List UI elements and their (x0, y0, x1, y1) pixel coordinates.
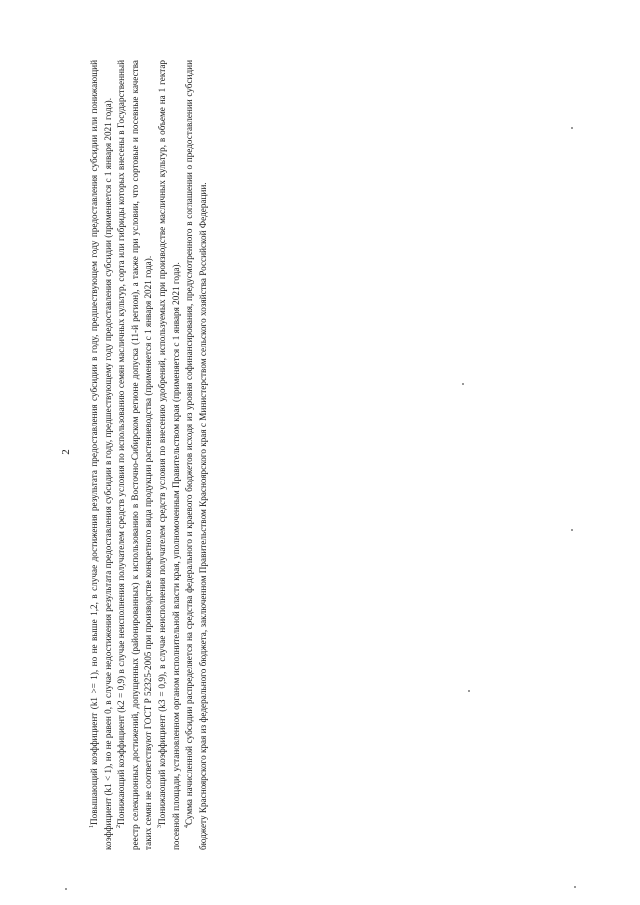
scan-speck (468, 690, 470, 692)
footnote-marker: 2 (116, 825, 123, 828)
scan-speck (571, 529, 573, 531)
footnote-4 (183, 60, 210, 850)
footnote-1 (88, 60, 115, 850)
page-number: 2 (60, 449, 72, 455)
footnote-text: Понижающий коэффициент (k3 = 0,9), в случае неисполнения получателем средств условия по внесению удобрений, используемых при производстве масличных культур, в объеме на 1 гектар посевной площади, установленном органом исполнительной власти края, уполномоченным Правительством края (применяется с 1 января 2021 года). (156, 60, 181, 850)
footnote-marker: 1 (88, 825, 95, 828)
scan-speck (571, 127, 573, 129)
footnote-marker: 3 (156, 825, 163, 828)
footnote-3 (156, 60, 183, 850)
footnotes-block (88, 60, 266, 850)
footnote-text: Понижающий коэффициент (k2 = 0,9) в случае неисполнения получателем средств условия по использованию семян масличных культур, сорта или гибриды которых внесены в Государственный реестр селекционных достижений, допущенных (районированных) к использованию в Восточно-Сибирском регионе допуска (11-й регион), а также при условии, что сортовые и посевные качества таких семян не соответствуют ГОСТ Р 52325-2005 при производстве конкретного вида продукции растениеводства (применяется с 1 января 2021 года). (116, 60, 154, 850)
footnote-2 (115, 60, 156, 850)
scan-speck (65, 888, 67, 890)
footnote-marker: 4 (184, 825, 191, 828)
footnote-text: Сумма начисленной субсидии распределяется на средства федерального и краевого бюджетов исходя из уровня софинансирования, предусмотренного в соглашении о предоставлении субсидии бюджету Красноярского края из федерального бюджета, заключенном Правительством Красноярского края с Министерством сельского хозяйства Российской Федерации. (184, 60, 208, 850)
scan-speck (462, 383, 464, 385)
footnote-text: Повышающий коэффициент (k1 >= 1), но не выше 1,2, в случае достижения результата предоставления субсидии в году, предшествующем году предоставления субсидии или понижающий коэффициент (k1 < 1), но не равен 0, в случае недостижения результата предоставления субсидии в году, предшествующему году предоставления субсидии (применяется с 1 января 2021 года). (89, 60, 113, 850)
scan-speck (574, 886, 576, 888)
